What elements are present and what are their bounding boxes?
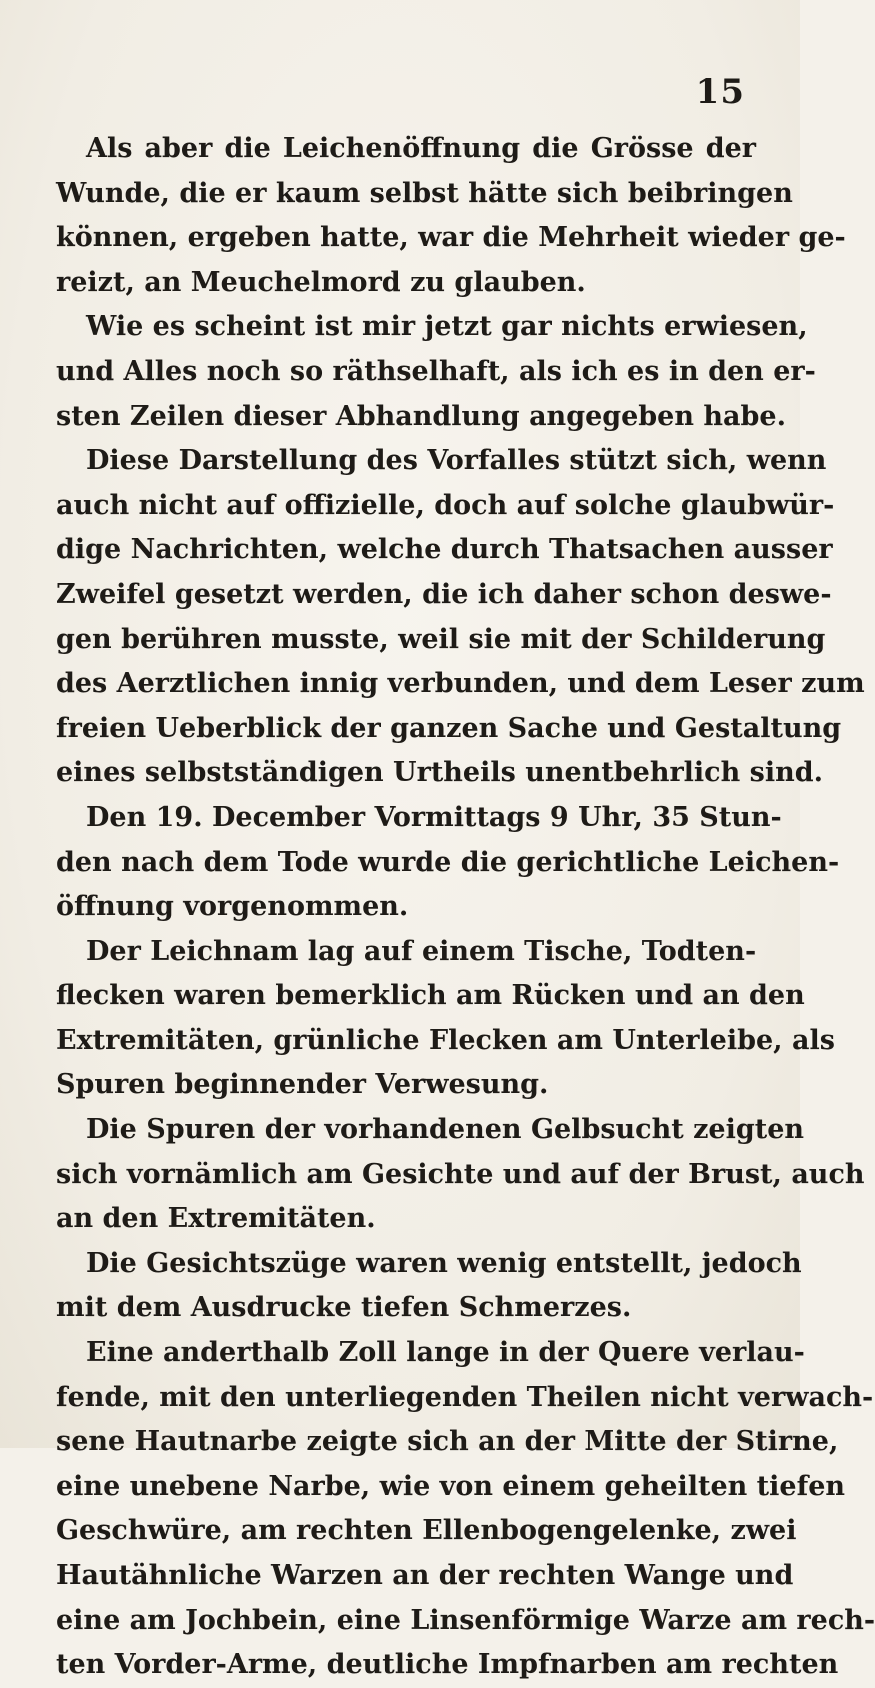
text-line: öffnung vorgenommen.	[56, 891, 409, 923]
text-line: eine unebene Narbe, wie von einem geheilten tiefen	[56, 1470, 846, 1502]
text-line: sene Hautnarbe zeigte sich an der Mitte der Stirne,	[56, 1426, 839, 1458]
text-line: des Aerztlichen innig verbunden, und dem Leser zum	[56, 668, 865, 700]
text-line: können, ergeben hatte, war die Mehrheit wieder ge-	[56, 222, 846, 254]
text-line: Der Leichnam lag auf einem Tische, Todten-	[86, 935, 757, 967]
text-line: eine am Jochbein, eine Linsenförmige Warze am rech-	[56, 1604, 875, 1636]
text-line: auch nicht auf offizielle, doch auf solche glaubwür-	[56, 489, 835, 521]
text-line: gen berühren musste, weil sie mit der Schilderung	[56, 623, 826, 655]
text-line: Als aber die Leichenöffnung die Grösse der	[86, 133, 756, 164]
text-line: Hautähnliche Warzen an der rechten Wange und	[56, 1560, 794, 1591]
text-line: reizt, an Meuchelmord zu glauben.	[56, 266, 586, 298]
text-line: Die Spuren der vorhandenen Gelbsucht zeigten	[86, 1114, 805, 1146]
page-number: 15	[695, 72, 745, 112]
text-line: Extremitäten, grünliche Flecken am Unterleibe, als	[56, 1024, 835, 1056]
body-text	[56, 127, 875, 1688]
text-line: freien Ueberblick der ganzen Sache und Gestaltung	[56, 712, 842, 744]
text-line: mit dem Ausdrucke tiefen Schmerzes.	[56, 1292, 632, 1324]
text-line: Die Gesichtszüge waren wenig entstellt, jedoch	[86, 1247, 802, 1279]
text-line: ten Vorder-Arme, deutliche Impfnarben am rechten	[56, 1649, 839, 1681]
text-line: fende, mit den unterliegenden Theilen nicht verwach-	[56, 1381, 874, 1413]
text-line: Zweifel gesetzt werden, die ich daher schon deswe-	[56, 578, 832, 610]
text-line: dige Nachrichten, welche durch Thatsachen ausser	[56, 534, 833, 566]
text-line: sten Zeilen dieser Abhandlung angegeben habe.	[56, 400, 786, 432]
text-line: eines selbstständigen Urtheils unentbehrlich sind.	[56, 757, 824, 789]
text-line: und Alles noch so räthselhaft, als ich es in den er-	[56, 355, 816, 387]
text-line: an den Extremitäten.	[56, 1203, 376, 1235]
text-line: Wunde, die er kaum selbst hätte sich beibringen	[56, 177, 793, 209]
text-line: Diese Darstellung des Vorfalles stützt sich, wenn	[86, 445, 827, 477]
text-line: flecken waren bemerklich am Rücken und an den	[56, 980, 805, 1012]
text-line: Spuren beginnender Verwesung.	[56, 1069, 549, 1101]
text-line: Den 19. December Vormittags 9 Uhr, 35 Stun-	[86, 801, 782, 833]
text-line: sich vornämlich am Gesichte und auf der Brust, auch	[56, 1158, 865, 1190]
text-line: den nach dem Tode wurde die gerichtliche Leichen-	[56, 846, 840, 878]
text-line: Eine anderthalb Zoll lange in der Quere verlau-	[86, 1337, 805, 1369]
text-line: Geschwüre, am rechten Ellenbogengelenke, zwei	[56, 1515, 797, 1547]
text-line: Wie es scheint ist mir jetzt gar nichts erwiesen,	[86, 311, 808, 343]
